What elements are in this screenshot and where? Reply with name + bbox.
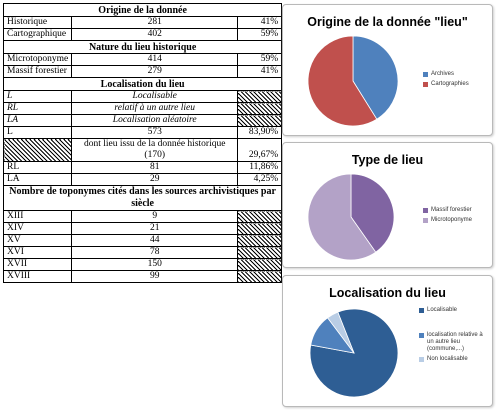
table-row xyxy=(4,115,282,127)
historique-description: dont lieu issu de la donnée historique (170) xyxy=(72,139,238,162)
legend-swatch xyxy=(419,333,424,338)
row-count: 78 xyxy=(72,247,238,259)
row-label: L xyxy=(4,127,72,139)
hatched-cell xyxy=(238,247,282,259)
section-header-row xyxy=(4,41,282,54)
row-count: 81 xyxy=(72,162,238,174)
century-cell: XV xyxy=(4,235,72,247)
hatched-cell xyxy=(238,211,282,223)
row-count: 402 xyxy=(72,29,238,41)
row-count: 99 xyxy=(72,271,238,283)
hatched-cell xyxy=(238,115,282,127)
chart-legend xyxy=(423,71,489,91)
pie-chart-origine xyxy=(307,35,399,127)
row-percent: 41% xyxy=(238,66,282,78)
hatched-cell xyxy=(238,259,282,271)
row-percent: 29,67% xyxy=(238,139,282,162)
row-percent: 59% xyxy=(238,54,282,66)
row-label: Cartographique xyxy=(4,29,72,41)
row-count: 279 xyxy=(72,66,238,78)
code-cell: L xyxy=(4,91,72,103)
section-header-row xyxy=(4,78,282,91)
row-count: 29 xyxy=(72,174,238,186)
row-percent: 4,25% xyxy=(238,174,282,186)
row-count: 150 xyxy=(72,259,238,271)
code-cell: RL xyxy=(4,103,72,115)
hatched-cell xyxy=(238,91,282,103)
siecles-header: Nombre de toponymes cités dans les sources archivistiques par siècle xyxy=(4,186,282,211)
table-row xyxy=(4,103,282,115)
legend-label: Archives xyxy=(431,71,455,77)
legend-swatch xyxy=(423,208,428,213)
table-row xyxy=(4,271,282,283)
table-row xyxy=(4,66,282,78)
chart-panel-origine xyxy=(282,4,493,136)
century-cell: XVI xyxy=(4,247,72,259)
legend-item xyxy=(419,356,489,363)
legend-label: Cartographies xyxy=(431,81,469,87)
table-row xyxy=(4,247,282,259)
century-cell: XIII xyxy=(4,211,72,223)
row-count: 573 xyxy=(72,127,238,139)
legend-swatch xyxy=(423,218,428,223)
table-row xyxy=(4,17,282,29)
row-percent: 41% xyxy=(238,17,282,29)
table-row xyxy=(4,259,282,271)
legend-item xyxy=(419,307,489,314)
row-label: Massif forestier xyxy=(4,66,72,78)
legend-item xyxy=(419,332,489,353)
legend-item xyxy=(423,81,489,88)
nature-header: Nature du lieu historique xyxy=(4,41,282,54)
hatched-cell xyxy=(4,139,72,162)
table-row xyxy=(4,91,282,103)
row-count: 281 xyxy=(72,17,238,29)
chart-title: Origine de la donnée "lieu" xyxy=(307,15,468,29)
row-label: RL xyxy=(4,162,72,174)
pie-chart-type xyxy=(307,173,395,261)
legend-label: Massif forestier xyxy=(431,207,472,213)
legend-item xyxy=(423,71,489,78)
code-description: relatif à un autre lieu xyxy=(72,103,238,115)
section-header-row xyxy=(4,4,282,17)
row-percent: 59% xyxy=(238,29,282,41)
table-row xyxy=(4,162,282,174)
century-cell: XVIII xyxy=(4,271,72,283)
legend-item xyxy=(423,217,489,224)
legend-swatch xyxy=(419,357,424,362)
table-row xyxy=(4,29,282,41)
hatched-cell xyxy=(238,223,282,235)
row-label: Microtoponyme xyxy=(4,54,72,66)
legend-label: localisation relative à un autre lieu (commune,...) xyxy=(427,332,483,352)
chart-panel-type xyxy=(282,142,493,268)
row-percent: 11,86% xyxy=(238,162,282,174)
legend-label: Microtoponyme xyxy=(431,217,473,223)
row-percent: 83,90% xyxy=(238,127,282,139)
legend-swatch xyxy=(419,308,424,313)
table-row xyxy=(4,235,282,247)
row-count: 9 xyxy=(72,211,238,223)
chart-legend xyxy=(419,307,489,366)
code-cell: LA xyxy=(4,115,72,127)
legend-label: Localisable xyxy=(427,307,458,313)
hatched-cell xyxy=(238,103,282,115)
row-label: Historique xyxy=(4,17,72,29)
table-row xyxy=(4,54,282,66)
code-description: Localisable xyxy=(72,91,238,103)
table-row xyxy=(4,211,282,223)
hatched-cell xyxy=(238,235,282,247)
chart-legend xyxy=(423,207,489,227)
legend-swatch xyxy=(423,72,428,77)
code-description: Localisation aléatoire xyxy=(72,115,238,127)
table-row xyxy=(4,223,282,235)
table-row xyxy=(4,174,282,186)
century-cell: XVII xyxy=(4,259,72,271)
table-row xyxy=(4,127,282,139)
table-row xyxy=(4,139,282,162)
legend-label: Non localisable xyxy=(427,356,468,362)
row-count: 21 xyxy=(72,223,238,235)
row-count: 414 xyxy=(72,54,238,66)
hatched-cell xyxy=(238,271,282,283)
chart-title: Type de lieu xyxy=(351,153,424,167)
row-count: 44 xyxy=(72,235,238,247)
legend-swatch xyxy=(423,82,428,87)
chart-panel-localisation xyxy=(282,275,493,407)
localisation-header: Localisation du lieu xyxy=(4,78,282,91)
legend-item xyxy=(423,207,489,214)
pie-chart-localisation xyxy=(309,308,399,398)
origine-header: Origine de la donnée xyxy=(4,4,282,17)
chart-title: Localisation du lieu xyxy=(329,286,446,300)
section-header-row xyxy=(4,186,282,211)
century-cell: XIV xyxy=(4,223,72,235)
statistics-table xyxy=(3,3,282,283)
row-label: LA xyxy=(4,174,72,186)
